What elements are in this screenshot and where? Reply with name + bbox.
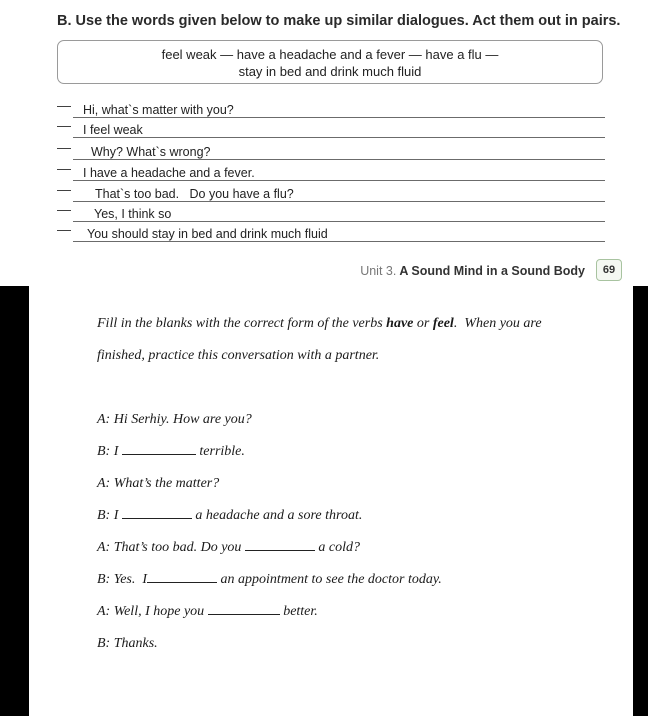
conversation-line-1: A: Hi Serhiy. How are you?: [97, 412, 252, 427]
dialogue-line: [57, 118, 605, 138]
dialogue-line: [57, 202, 605, 222]
dialogue-dash: —: [57, 221, 71, 237]
page-number: 69: [596, 259, 622, 281]
blank-2[interactable]: [122, 517, 192, 519]
dialogue-text: Yes, I think so: [94, 207, 172, 221]
dialogue-line: [57, 161, 605, 181]
conversation-line-3: A: What’s the matter?: [97, 476, 220, 491]
instruction-line-2: finished, practice this conversation with a partner.: [97, 348, 380, 363]
dialogue-text: Hi, what`s matter with you?: [83, 103, 234, 117]
dialogue-text: I have a headache and a fever.: [83, 166, 255, 180]
verb-feel: feel: [432, 316, 454, 331]
dialogue-line: [57, 222, 605, 242]
exercise-heading: B. Use the words given below to make up similar dialogues. Act them out in pairs.: [57, 13, 621, 29]
blank-1[interactable]: [122, 453, 196, 455]
word-box: [57, 40, 603, 84]
dialogue-text: I feel weak: [83, 123, 143, 137]
dialogue-line: [57, 182, 605, 202]
instruction-line-1: Fill in the blanks with the correct form of the verbs have or feel. When you are: [97, 316, 542, 331]
unit-label: Unit 3.: [360, 264, 397, 278]
blank-5[interactable]: [208, 613, 280, 615]
blank-4[interactable]: [147, 581, 217, 583]
textbook-page: [0, 0, 648, 286]
worksheet: [29, 286, 633, 716]
conversation-line-8: B: Thanks.: [97, 636, 158, 651]
conversation-line-4: B: I a headache and a sore throat.: [97, 508, 363, 523]
dialogue-text: Why? What`s wrong?: [91, 145, 211, 159]
dialogue-dash: —: [57, 117, 71, 133]
dialogue-line: [57, 140, 605, 160]
dialogue-text: That`s too bad. Do you have a flu?: [95, 187, 294, 201]
verb-have: have: [386, 316, 414, 331]
dialogue-dash: —: [57, 201, 71, 217]
dialogue-line: [57, 98, 605, 118]
conversation-line-5: A: That’s too bad. Do you a cold?: [97, 540, 361, 555]
worksheet-frame: [0, 286, 648, 716]
dialogue-text: You should stay in bed and drink much fluid: [87, 227, 328, 241]
dialogue-dash: —: [57, 160, 71, 176]
word-box-line-1: feel weak — have a headache and a fever — have a flu —: [161, 47, 499, 62]
unit-title: A Sound Mind in a Sound Body: [399, 264, 585, 278]
dialogue-dash: —: [57, 97, 71, 113]
blank-3[interactable]: [245, 549, 315, 551]
conversation-line-2: B: I terrible.: [97, 444, 245, 459]
word-box-line-2: stay in bed and drink much fluid: [238, 64, 422, 79]
conversation-line-7: A: Well, I hope you better.: [97, 604, 318, 619]
unit-footer: [360, 264, 585, 278]
dialogue-dash: —: [57, 139, 71, 155]
conversation-line-6: B: Yes. I an appointment to see the doctor today.: [97, 572, 442, 587]
dialogue-dash: —: [57, 181, 71, 197]
